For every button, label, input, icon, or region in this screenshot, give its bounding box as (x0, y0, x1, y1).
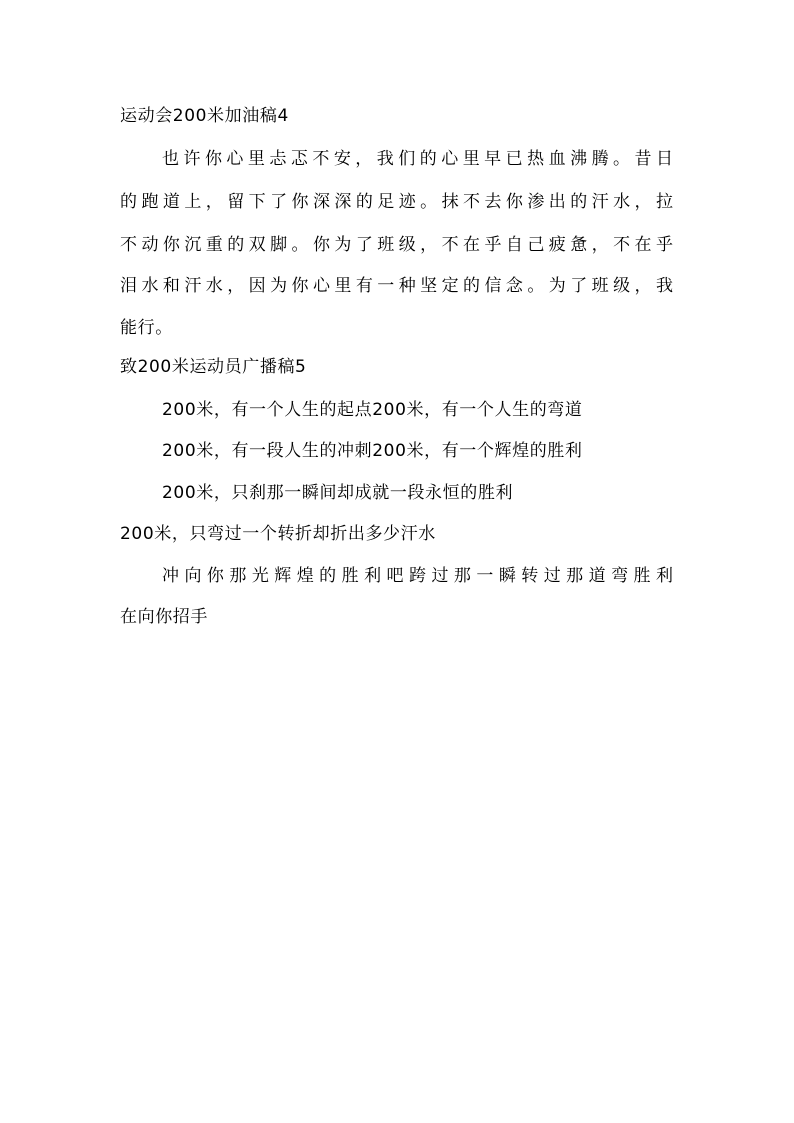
paragraph-line: 也许你心里忐忑不安，我们的心里早已热血沸腾。昔日 (162, 149, 673, 169)
section-heading: 致200米运动员广播稿5 (120, 357, 307, 377)
poem-line: 200米，有一个人生的起点200米，有一个人生的弯道 (162, 400, 583, 420)
poem-line: 冲向你那光辉煌的胜利吧跨过那一瞬转过那道弯胜利 (162, 566, 673, 586)
poem-line: 200米，有一段人生的冲刺200米，有一个辉煌的胜利 (162, 441, 583, 461)
paragraph-line: 泪水和汗水，因为你心里有一种坚定的信念。为了班级，我 (120, 276, 673, 296)
poem-line: 200米，只弯过一个转折却折出多少汗水 (120, 524, 436, 544)
section-heading: 运动会200米加油稿4 (120, 106, 289, 126)
paragraph-line: 的跑道上，留下了你深深的足迹。抹不去你渗出的汗水，拉 (120, 192, 673, 212)
paragraph-line: 能行。 (120, 318, 173, 338)
paragraph-line: 不动你沉重的双脚。你为了班级，不在乎自己疲惫，不在乎 (120, 235, 673, 255)
poem-line: 200米，只刹那一瞬间却成就一段永恒的胜利 (162, 483, 514, 503)
poem-line: 在向你招手 (120, 607, 208, 627)
